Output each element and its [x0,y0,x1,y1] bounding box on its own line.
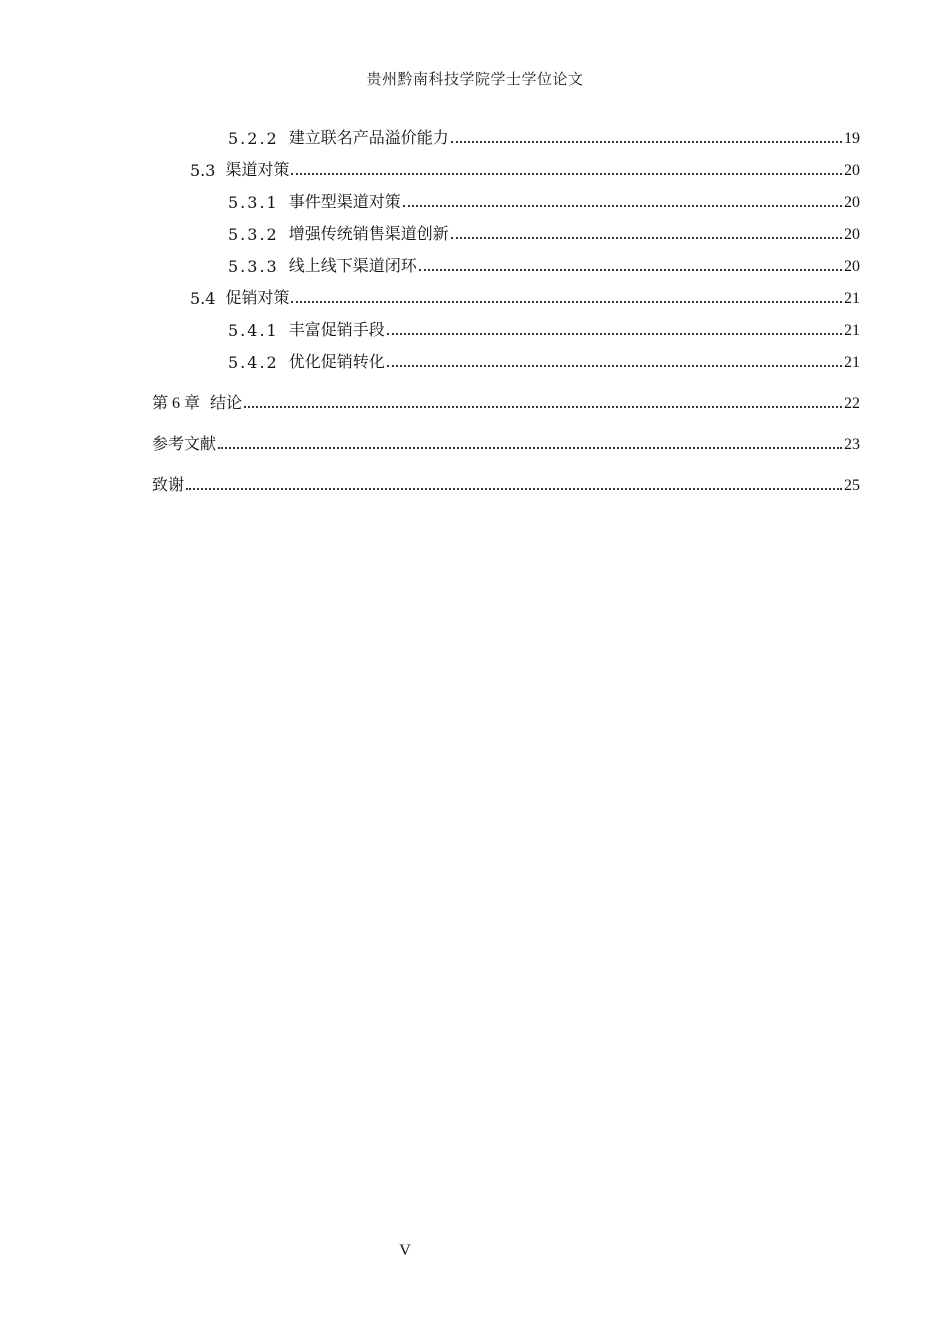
toc-chapter-title: 致谢 [152,475,185,494]
toc-entry-5-3[interactable] [152,148,860,180]
toc-leader-dots [451,141,842,143]
toc-page-number: 21 [844,354,860,371]
toc-leader-dots [451,237,842,239]
toc-page-number: 20 [844,162,860,179]
toc-section-number: 5.4.1 [228,321,279,340]
running-header: 贵州黔南科技学院学士学位论文 [366,70,584,88]
toc-section-number: 5.3.1 [228,193,279,212]
toc-entry-5-2-2[interactable] [152,116,860,148]
toc-chapter-title: 结论 [210,393,243,412]
toc-section-title: 丰富促销手段 [288,320,385,339]
toc-leader-dots [186,488,842,490]
toc-entry-references[interactable] [152,413,860,454]
toc-entry-5-4[interactable] [152,276,860,308]
toc-entry-chapter-6[interactable] [152,372,860,413]
page-number: V [399,1242,411,1259]
toc-page-number: 22 [844,395,860,412]
toc-section-title: 建立联名产品溢价能力 [288,128,449,147]
toc-leader-dots [419,269,842,271]
toc-entry-5-4-1[interactable] [152,308,860,340]
toc-entry-5-3-1[interactable] [152,180,860,212]
toc-page-number: 25 [844,477,860,494]
toc-section-number: 5.4 [190,289,216,308]
toc-leader-dots [387,365,842,367]
toc-leader-dots [291,301,842,303]
table-of-contents [152,116,860,495]
toc-section-number: 5.2.2 [228,129,279,148]
toc-section-title: 线上线下渠道闭环 [288,256,417,275]
toc-page-number: 19 [844,130,860,147]
toc-page-number: 20 [844,194,860,211]
toc-chapter-number: 第 6 章 [152,395,201,412]
toc-leader-dots [403,205,842,207]
toc-entry-5-3-2[interactable] [152,212,860,244]
toc-page-number: 20 [844,226,860,243]
toc-section-title: 事件型渠道对策 [288,192,401,211]
toc-section-number: 5.3 [190,161,216,180]
toc-entry-5-4-2[interactable] [152,340,860,372]
toc-page-number: 23 [844,436,860,453]
toc-entry-5-3-3[interactable] [152,244,860,276]
toc-leader-dots [218,447,842,449]
toc-chapter-title: 参考文献 [152,434,217,453]
toc-leader-dots [387,333,842,335]
toc-leader-dots [291,173,842,175]
toc-entry-acknowledgements[interactable] [152,454,860,495]
toc-leader-dots [244,406,842,408]
toc-section-number: 5.3.2 [228,225,279,244]
toc-section-number: 5.4.2 [228,353,279,372]
toc-section-number: 5.3.3 [228,257,279,276]
toc-page-number: 21 [844,290,860,307]
toc-section-title: 促销对策 [225,288,290,307]
toc-page-number: 20 [844,258,860,275]
toc-page-number: 21 [844,322,860,339]
toc-section-title: 增强传统销售渠道创新 [288,224,449,243]
toc-section-title: 优化促销转化 [288,352,385,371]
toc-section-title: 渠道对策 [225,160,290,179]
